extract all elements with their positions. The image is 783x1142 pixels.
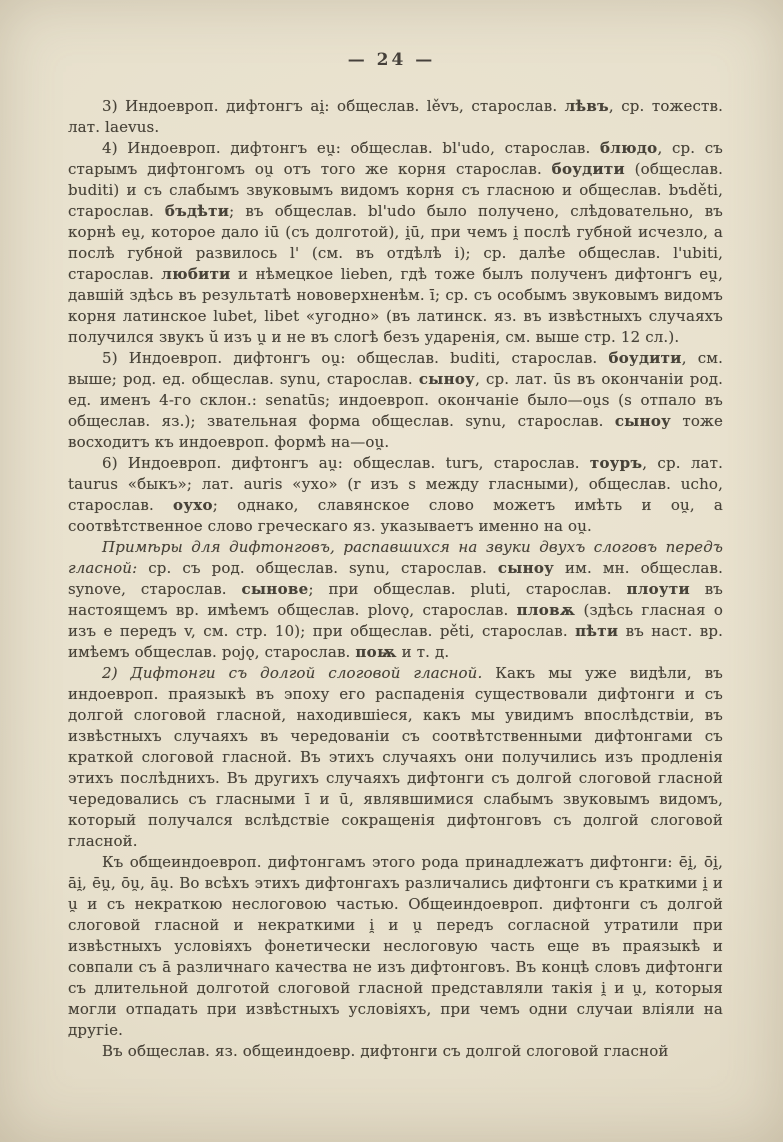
italic-heading-text: 2) Дифтонги съ долгой слоговой гласной. (102, 664, 483, 682)
text-run: им. мн. общеслав. synove, старослав. (68, 559, 723, 598)
text-run: въ настоящемъ вр. имѣемъ общеслав. plovǫ, старослав. (68, 580, 723, 619)
paragraph (68, 453, 723, 537)
old-church-slavonic-word: боудити (551, 160, 625, 178)
paragraph (68, 138, 723, 348)
text-run: ; при общеслав. pluti, старослав. (308, 580, 627, 598)
italic-heading-text: Примѣры для дифтонговъ, распавшихся на звуки двухъ слоговъ передъ гласной: (68, 538, 723, 577)
text-run: 3) Индоевроп. дифтонгъ ai̯: общеслав. lěvъ, старослав. (102, 97, 565, 115)
text-run: 4) Индоевроп. дифтонгъ eu̯: общеслав. bl'udo, старослав. (102, 139, 600, 157)
paragraph (68, 537, 723, 663)
text-run: тоже восходитъ къ индоевроп. формѣ на—ou̯. (68, 412, 723, 451)
old-church-slavonic-word: сыноу (614, 412, 672, 430)
paragraph (68, 348, 723, 453)
paragraph (68, 1041, 723, 1062)
text-run: , см. выше; род. ед. общеслав. synu, старослав. (68, 349, 723, 388)
old-church-slavonic-word: пловѫ (516, 601, 576, 619)
old-church-slavonic-word: поѭ (355, 643, 397, 661)
text-run: , ср. лат. ūs въ окончаніи род. ед. именъ 4-го склон.: senatūs; индоевроп. окончаніе было—ou̯s (s отпало въ общеслав. яз.); звательная форма общеслав. synu, старослав. (68, 370, 724, 430)
text-run: , ср. лат. taurus «быкъ»; лат. auris «ухо» (r изъ s между гласными), общеслав. ucho, старослав. (68, 454, 723, 514)
text-run: 6) Индоевроп. дифтонгъ au̯: общеслав. turъ, старослав. (102, 454, 590, 472)
old-church-slavonic-word: сыноу (497, 559, 555, 577)
page-number: — 24 — (347, 50, 436, 70)
text-run: ; въ общеслав. bl'udo было получено, слѣдовательно, въ корнѣ eu̯, которое дало iū (съ долготой), i̯ū, при чемъ i̯ послѣ губной исчезло, а послѣ губной развилось l' (см. въ отдѣлѣ i); ср. далѣе общеслав. l'ubiti, старослав. (68, 202, 724, 283)
old-church-slavonic-word: пѣти (575, 622, 619, 640)
old-church-slavonic-word: сыноу (418, 370, 476, 388)
old-church-slavonic-word: тоуръ (589, 454, 643, 472)
old-church-slavonic-word: сынове (241, 580, 309, 598)
text-run: Къ общеиндоевроп. дифтонгамъ этого рода принадлежатъ дифтонги: ēi̯, ōi̯, āi̯, ēu̯, ōu̯, āu̯. Во всѣхъ этихъ дифтонгахъ различались дифтонги съ краткими i̯ и u̯ и съ некраткою неслоговою частью. Общеиндоевроп. дифтонги съ долгой слоговой гласной и некраткими i̯ и u̯ передъ согласной утратили при извѣстныхъ условіяхъ фонетически неслоговую часть еще въ праязыкѣ и совпали съ ā различнаго качества не изъ дифтонговъ. Въ концѣ словъ дифтонги съ длительной долготой слоговой гласной представляли такія i̯ и u̯, которыя могли отпадать при извѣстныхъ условіяхъ, при чемъ одни случаи вліяли на другіе. (68, 853, 723, 1039)
text-run: Какъ мы уже видѣли, въ индоевроп. праязыкѣ въ эпоху его распаденія существовали дифтонги и съ долгой слоговой гласной, находившіеся, какъ мы увидимъ впослѣдствіи, въ извѣстныхъ случаяхъ въ чередованіи съ соотвѣтственными дифтонгами съ краткой слоговой гласной. Въ этихъ случаяхъ они получились изъ продленія этихъ послѣднихъ. Въ другихъ случаяхъ дифтонги съ долгой слоговой гласной чередовались съ гласными ī и ū, являвшимися слабымъ звуковымъ видомъ, который получался вслѣдствіе сокращенія дифтонговъ съ долгой слоговой гласной. (68, 664, 723, 850)
paragraph (68, 96, 723, 138)
old-church-slavonic-word: боудити (608, 349, 682, 367)
text-run: 5) Индоевроп. дифтонгъ ou̯: общеслав. buditi, старослав. (102, 349, 609, 367)
text-run: Въ общеслав. яз. общеиндоевр. дифтонги съ долгой слоговой гласной (102, 1042, 669, 1060)
old-church-slavonic-word: бъдѣти (164, 202, 230, 220)
old-church-slavonic-word: любити (161, 265, 231, 283)
old-church-slavonic-word: плоути (626, 580, 690, 598)
text-run: (здѣсь гласная о изъ е передъ v, см. стр. 10); при общеслав. pěti, старослав. (68, 601, 723, 640)
paragraph (68, 852, 723, 1041)
text-run: и нѣмецкое lieben, гдѣ тоже былъ полученъ дифтонгъ eu̯, давшій здѣсь въ результатѣ нововерхненѣм. ī; ср. съ особымъ звуковымъ видомъ корня латинское lubet, libet «угодно» (въ латинск. яз. въ извѣстныхъ случаяхъ получился звукъ ŭ изъ u̯ и не въ слогѣ безъ ударенія, см. выше стр. 12 сл.). (68, 265, 724, 346)
text-run: ; однако, славянское слово можетъ имѣть и ou̯, а соотвѣтственное слово греческаго яз. указываетъ именно на ou̯. (68, 496, 723, 535)
text-run: ср. съ род. общеслав. synu, старослав. (137, 559, 498, 577)
text-run: , ср. съ старымъ дифтонгомъ ou̯ отъ того же корня старослав. (68, 139, 723, 178)
text-run: , ср. тожеств. лат. laevus. (68, 97, 723, 136)
text-run: и т. д. (396, 643, 450, 661)
text-run: (общеслав. buditi) и съ слабымъ звуковымъ видомъ корня съ гласною и общеслав. bъděti, старослав. (68, 160, 723, 220)
body-text-block (68, 96, 723, 1062)
old-church-slavonic-word: блюдо (600, 139, 658, 157)
old-church-slavonic-word: лѣвъ (564, 97, 609, 115)
paragraph (68, 663, 723, 852)
text-run: въ наст. вр. имѣемъ общеслав. pojǫ, старослав. (68, 622, 723, 661)
old-church-slavonic-word: оухо (173, 496, 213, 514)
